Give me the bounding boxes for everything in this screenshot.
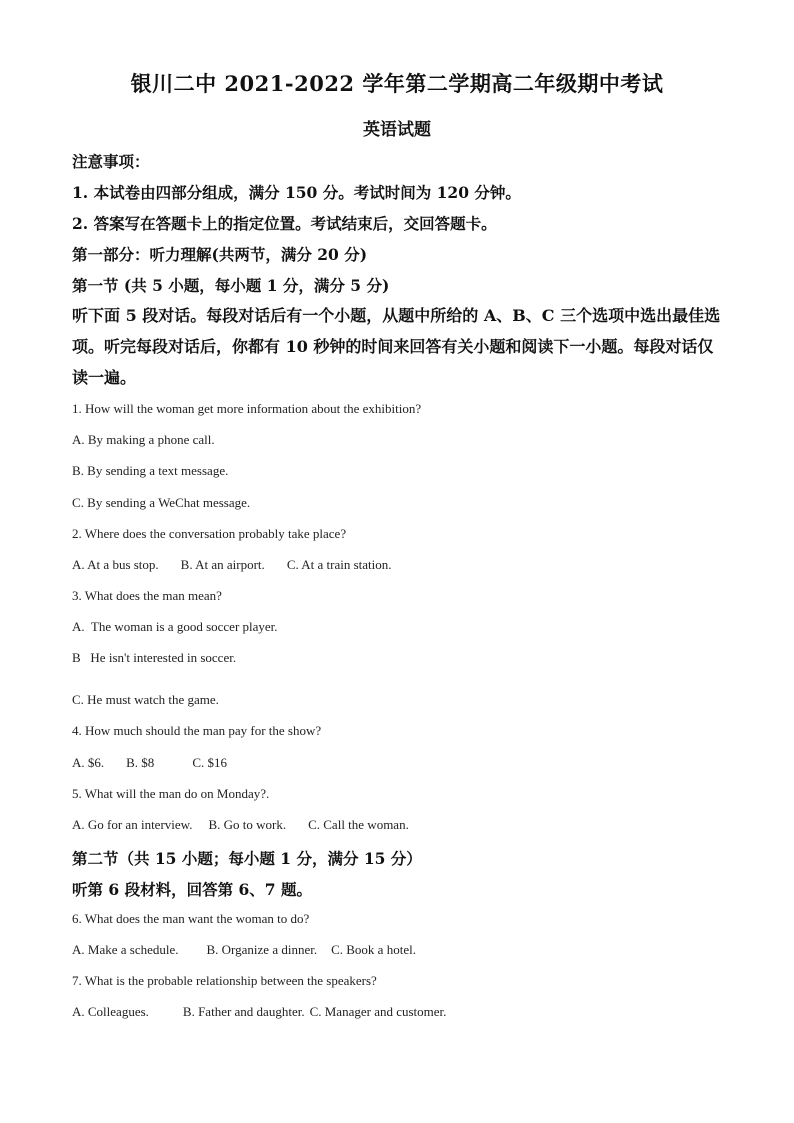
section1-instructions: 听下面 5 段对话。每段对话后有一个小题，从题中所给的 A、B、C 三个选项中选出最佳选项。听完每段对话后，你都有 10 秒钟的时间来回答有关小题和阅读下一小题。每段对话仅读一遍。 [72,306,721,387]
exam-title: 银川二中 2021-2022 学年第二学期高二年级期中考试 [130,71,664,96]
question-7-option-b: B. Father and daughter. [182,1004,305,1019]
part1-heading: 第一部分：听力理解(共两节，满分 20 分) [72,245,368,264]
question-5-stem: 5. What will the man do on Monday?. [72,786,270,801]
question-2-option-a: A. At a bus stop. [72,557,159,572]
question-6-option-b: B. Organize a dinner. [206,942,318,957]
section2-material: 听第 6 段材料，回答第 6、7 题。 [72,880,312,899]
question-3-option-a: A. The woman is a good soccer player. [72,619,278,634]
question-1-stem: 1. How will the woman get more information about the exhibition? [72,401,422,416]
question-4-option-c: C. $16 [192,755,227,770]
question-6-option-c: C. Book a hotel. [331,942,416,957]
question-3-stem: 3. What does the man mean? [72,588,222,603]
question-6-options [72,942,416,958]
question-2-options [72,557,392,573]
question-7-options [72,1004,446,1020]
question-4-option-b: B. $8 [126,755,155,770]
question-5-option-a: A. Go for an interview. [72,817,193,832]
question-1-option-c: C. By sending a WeChat message. [72,495,251,510]
question-5-option-c: C. Call the woman. [308,817,409,832]
note-item-1: 1. 本试卷由四部分组成，满分 150 分。考试时间为 120 分钟。 [72,183,521,202]
question-2-option-b: B. At an airport. [180,557,265,572]
question-1-option-a: A. By making a phone call. [72,432,215,447]
question-6-stem: 6. What does the man want the woman to do? [72,911,310,926]
section2-heading: 第二节（共 15 小题；每小题 1 分，满分 15 分） [72,849,422,868]
question-7-option-c: C. Manager and customer. [309,1004,447,1019]
exam-subtitle: 英语试题 [363,120,431,140]
notes-heading: 注意事项： [72,152,150,171]
question-2-option-c: C. At a train station. [286,557,392,572]
question-4-option-a: A. $6. [72,755,105,770]
section1-heading: 第一节 (共 5 小题，每小题 1 分，满分 5 分) [72,276,390,295]
question-6-option-a: A. Make a schedule. [72,942,179,957]
question-2-stem: 2. Where does the conversation probably take place? [72,526,347,541]
question-4-stem: 4. How much should the man pay for the show? [72,723,322,738]
question-3-option-b: B He isn't interested in soccer. [72,650,237,665]
question-5-option-b: B. Go to work. [208,817,287,832]
question-1-option-b: B. By sending a text message. [72,463,229,478]
question-7-option-a: A. Colleagues. [72,1004,149,1019]
note-item-2: 2. 答案写在答题卡上的指定位置。考试结束后，交回答题卡。 [72,214,497,233]
question-7-stem: 7. What is the probable relationship between the speakers? [72,973,377,988]
question-4-options [72,755,227,771]
question-5-options [72,817,409,833]
question-3-option-c: C. He must watch the game. [72,692,219,707]
